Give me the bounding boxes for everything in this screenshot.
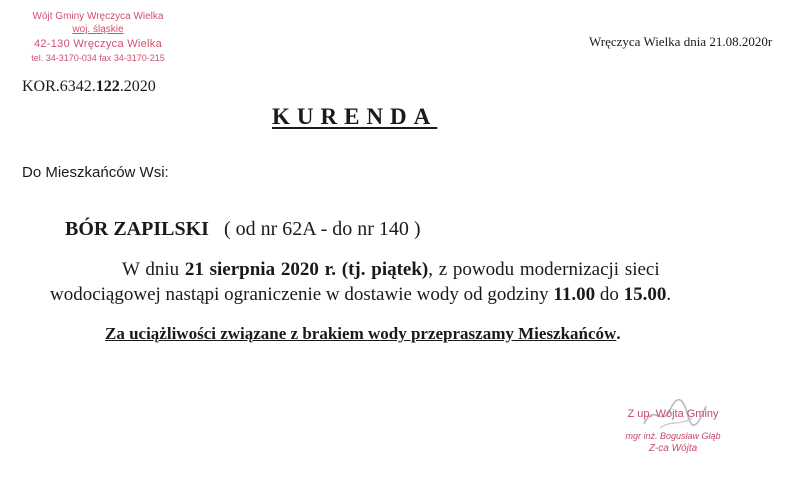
- signature-stamp: [598, 407, 748, 455]
- signature-authority: Z up. Wójta Gminy: [627, 408, 719, 420]
- reference-id: 122: [95, 78, 120, 95]
- village-range: ( od nr 62A - do nr 140 ): [223, 218, 421, 240]
- reference-number: [22, 78, 156, 96]
- letterhead-stamp: [18, 10, 178, 64]
- body-date: 21 sierpnia 2020 r. (tj. piątek): [184, 259, 429, 280]
- apology-text: Za uciążliwości związane z brakiem wody przepraszamy Mieszkańców: [105, 324, 617, 343]
- reference-prefix: KOR.6342.: [22, 78, 96, 95]
- salutation: Do Mieszkańców Wsi:: [22, 164, 169, 181]
- signature-name: mgr inż. Bogusław Głąb: [625, 431, 721, 441]
- stamp-office: Wójt Gminy Wręczyca Wielka: [32, 11, 164, 22]
- signature-position: Z-ca Wójta: [648, 443, 698, 454]
- body-text-3: wodociągowej nastąpi ograniczenie w dostawie wody od godziny: [50, 284, 554, 305]
- apology-end: .: [616, 324, 621, 343]
- apology-line: [105, 324, 621, 344]
- village-line: [65, 218, 421, 241]
- village-name: BÓR ZAPILSKI: [65, 218, 209, 240]
- body-text-2: , z powodu modernizacji sieci: [428, 259, 660, 280]
- body-text-1: W dniu: [122, 259, 185, 280]
- stamp-address: 42-130 Wręczyca Wielka: [33, 38, 163, 50]
- body-text-4: do: [595, 284, 624, 305]
- reference-suffix: .2020: [119, 78, 156, 95]
- document-title: KURENDA: [272, 104, 438, 129]
- stamp-voivodeship: woj. śląskie: [72, 24, 124, 35]
- document-date: Wręczyca Wielka dnia 21.08.2020r: [589, 34, 773, 49]
- time-to: 15.00: [623, 284, 667, 305]
- body-line-1: [122, 259, 660, 281]
- body-line-2: [50, 284, 671, 306]
- stamp-phone: tel. 34-3170-034 fax 34-3170-215: [31, 53, 165, 63]
- body-text-5: .: [666, 284, 672, 305]
- time-from: 11.00: [553, 284, 596, 305]
